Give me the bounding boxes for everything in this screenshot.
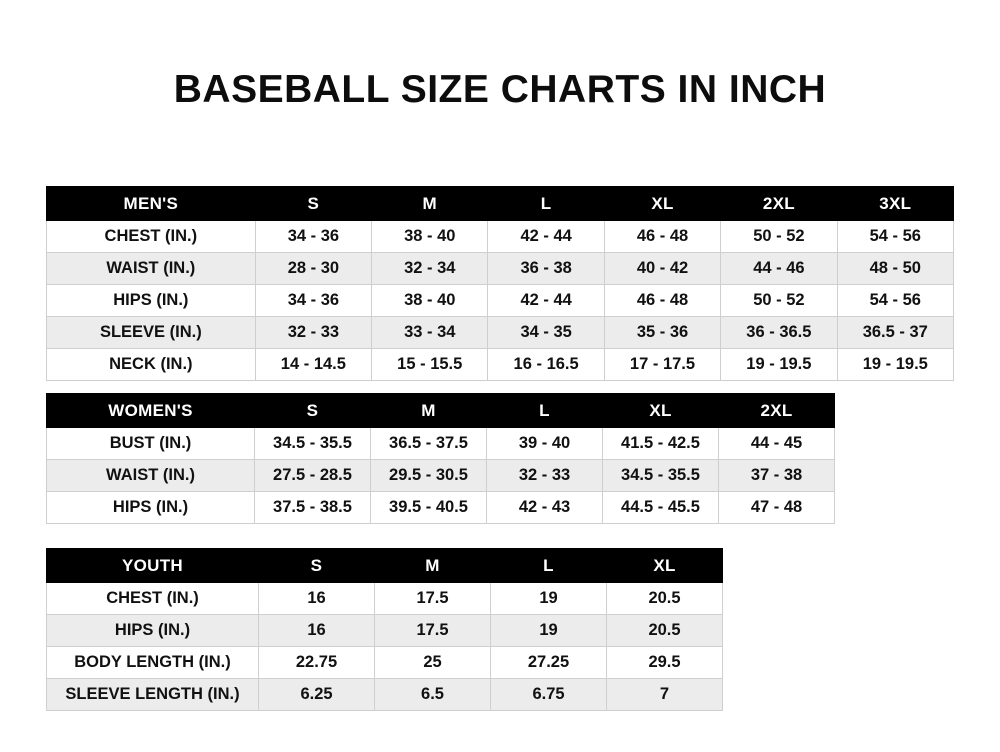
table-cell: 27.5 - 28.5: [255, 460, 371, 492]
table-row: [47, 428, 835, 460]
column-header: YOUTH: [47, 549, 259, 583]
row-label: HIPS (IN.): [47, 492, 255, 524]
column-header: L: [491, 549, 607, 583]
table-header-row: [47, 394, 835, 428]
column-header: 3XL: [837, 187, 953, 221]
column-header: WOMEN'S: [47, 394, 255, 428]
table-cell: 39 - 40: [487, 428, 603, 460]
row-label: HIPS (IN.): [47, 285, 256, 317]
table-cell: 37.5 - 38.5: [255, 492, 371, 524]
table-cell: 44.5 - 45.5: [603, 492, 719, 524]
table-cell: 38 - 40: [372, 285, 488, 317]
table-cell: 25: [375, 647, 491, 679]
table-row: [47, 253, 954, 285]
row-label: NECK (IN.): [47, 349, 256, 381]
row-label: CHEST (IN.): [47, 583, 259, 615]
table-cell: 36 - 36.5: [721, 317, 837, 349]
table-cell: 29.5: [607, 647, 723, 679]
table-cell: 44 - 45: [719, 428, 835, 460]
table-cell: 6.5: [375, 679, 491, 711]
table-cell: 19 - 19.5: [721, 349, 837, 381]
table-row: [47, 349, 954, 381]
table-cell: 16: [259, 583, 375, 615]
table-cell: 50 - 52: [721, 221, 837, 253]
table-row: [47, 460, 835, 492]
table-cell: 32 - 33: [255, 317, 371, 349]
table-cell: 15 - 15.5: [372, 349, 488, 381]
table-row: [47, 583, 723, 615]
table-header-row: [47, 187, 954, 221]
table-row: [47, 285, 954, 317]
table-cell: 42 - 43: [487, 492, 603, 524]
youth-size-table: [46, 548, 723, 711]
row-label: CHEST (IN.): [47, 221, 256, 253]
table-cell: 46 - 48: [604, 221, 720, 253]
column-header: MEN'S: [47, 187, 256, 221]
table-cell: 32 - 33: [487, 460, 603, 492]
table-cell: 20.5: [607, 615, 723, 647]
table-cell: 29.5 - 30.5: [371, 460, 487, 492]
table-cell: 16: [259, 615, 375, 647]
column-header: M: [371, 394, 487, 428]
table-cell: 19 - 19.5: [837, 349, 953, 381]
table-cell: 27.25: [491, 647, 607, 679]
table-cell: 47 - 48: [719, 492, 835, 524]
column-header: M: [372, 187, 488, 221]
table-cell: 34 - 36: [255, 221, 371, 253]
table-cell: 32 - 34: [372, 253, 488, 285]
table-cell: 34.5 - 35.5: [603, 460, 719, 492]
table-cell: 42 - 44: [488, 285, 604, 317]
table-row: [47, 221, 954, 253]
table-cell: 14 - 14.5: [255, 349, 371, 381]
row-label: WAIST (IN.): [47, 460, 255, 492]
table-cell: 34.5 - 35.5: [255, 428, 371, 460]
table-cell: 42 - 44: [488, 221, 604, 253]
table-cell: 20.5: [607, 583, 723, 615]
table-row: [47, 679, 723, 711]
column-header: XL: [604, 187, 720, 221]
row-label: SLEEVE LENGTH (IN.): [47, 679, 259, 711]
column-header: XL: [607, 549, 723, 583]
table-cell: 50 - 52: [721, 285, 837, 317]
table-cell: 17.5: [375, 615, 491, 647]
table-cell: 19: [491, 615, 607, 647]
table-cell: 36.5 - 37.5: [371, 428, 487, 460]
page-title: BASEBALL SIZE CHARTS IN INCH: [173, 68, 827, 111]
table-cell: 6.75: [491, 679, 607, 711]
table-row: [47, 647, 723, 679]
table-cell: 44 - 46: [721, 253, 837, 285]
table-cell: 36.5 - 37: [837, 317, 953, 349]
column-header: S: [255, 187, 371, 221]
table-cell: 40 - 42: [604, 253, 720, 285]
column-header: XL: [603, 394, 719, 428]
table-cell: 22.75: [259, 647, 375, 679]
table-cell: 54 - 56: [837, 221, 953, 253]
row-label: HIPS (IN.): [47, 615, 259, 647]
womens-size-table: [46, 393, 835, 524]
table-cell: 37 - 38: [719, 460, 835, 492]
table-row: [47, 492, 835, 524]
table-cell: 19: [491, 583, 607, 615]
column-header: 2XL: [719, 394, 835, 428]
table-cell: 46 - 48: [604, 285, 720, 317]
table-cell: 41.5 - 42.5: [603, 428, 719, 460]
table-cell: 16 - 16.5: [488, 349, 604, 381]
table-cell: 54 - 56: [837, 285, 953, 317]
column-header: M: [375, 549, 491, 583]
table-cell: 7: [607, 679, 723, 711]
table-cell: 38 - 40: [372, 221, 488, 253]
table-row: [47, 615, 723, 647]
column-header: 2XL: [721, 187, 837, 221]
column-header: L: [488, 187, 604, 221]
table-cell: 33 - 34: [372, 317, 488, 349]
table-cell: 17.5: [375, 583, 491, 615]
table-cell: 28 - 30: [255, 253, 371, 285]
table-cell: 48 - 50: [837, 253, 953, 285]
table-cell: 34 - 36: [255, 285, 371, 317]
table-cell: 17 - 17.5: [604, 349, 720, 381]
mens-size-table: [46, 186, 954, 381]
table-cell: 35 - 36: [604, 317, 720, 349]
row-label: WAIST (IN.): [47, 253, 256, 285]
table-row: [47, 317, 954, 349]
row-label: BODY LENGTH (IN.): [47, 647, 259, 679]
table-cell: 6.25: [259, 679, 375, 711]
row-label: BUST (IN.): [47, 428, 255, 460]
table-cell: 34 - 35: [488, 317, 604, 349]
table-cell: 36 - 38: [488, 253, 604, 285]
table-header-row: [47, 549, 723, 583]
column-header: L: [487, 394, 603, 428]
table-cell: 39.5 - 40.5: [371, 492, 487, 524]
column-header: S: [259, 549, 375, 583]
row-label: SLEEVE (IN.): [47, 317, 256, 349]
column-header: S: [255, 394, 371, 428]
